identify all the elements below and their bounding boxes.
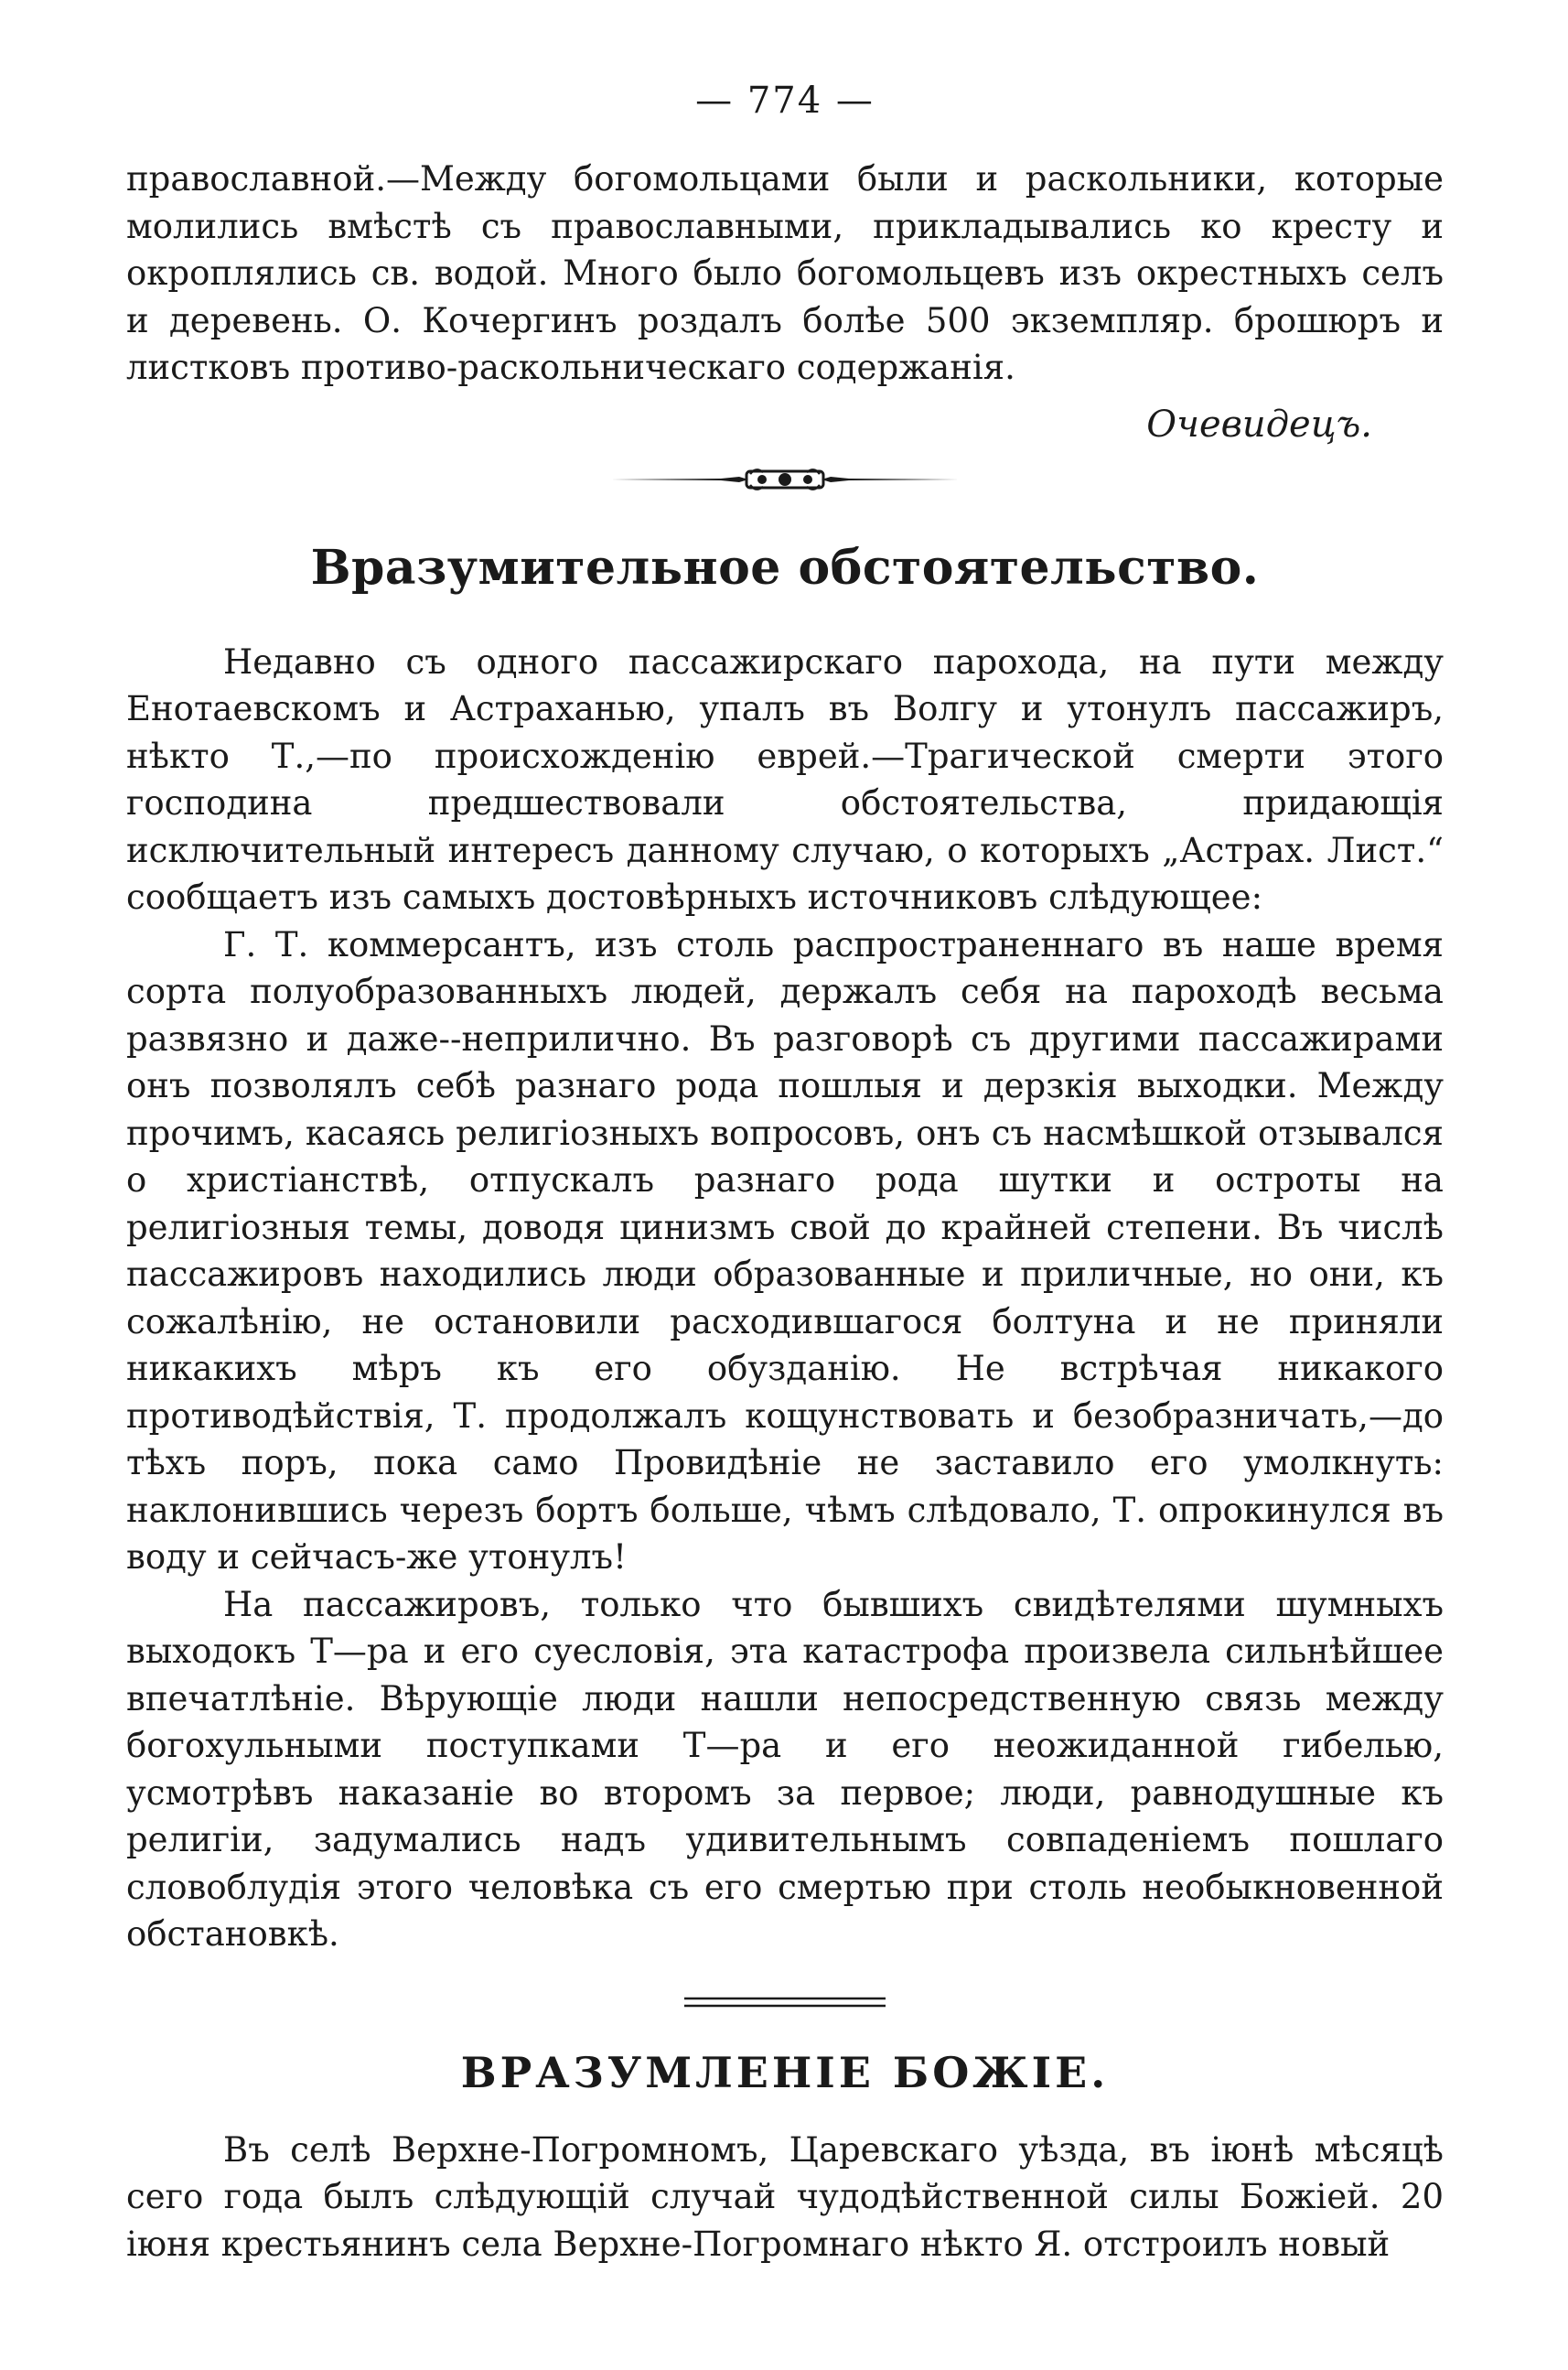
article-paragraph-3: На пассажировъ, только что бывшихъ свидѣтелями шумныхъ выходокъ Т—ра и его суесловія, эта катастрофа произвела сильнѣйшее впечатлѣніе. Вѣрующіе люди нашли непосредственную связь между богохульными поступками Т—ра и его неожиданной гибелью, усмотрѣвъ наказаніе во второмъ за первое; люди, равнодушные къ религіи, задумались надъ удивительнымъ совпаденіемъ пошлаго словоблудія этого человѣка съ его смертью при столь необыкновенной обстановкѣ. (126, 1584, 1444, 1954)
double-rule-icon (684, 1996, 886, 2009)
document-page (126, 77, 1444, 2268)
page-number: — 774 — (695, 80, 875, 122)
article-paragraph-1: Недавно съ одного пассажирскаго парохода, на пути между Енотаевскомъ и Астраханью, упалъ въ Волгу и утонулъ пассажиръ, нѣкто Т.,—по происхожденію еврей.—Трагической смерти этого господина предшествовали обстоятельства, придающія исключительный интересъ данному случаю, о которыхъ „Астрах. Лист.“ сообщаетъ изъ самыхъ достовѣрныхъ источниковъ слѣдующее: (126, 641, 1444, 917)
article-title: Вразумительное обстоятельство. (310, 539, 1260, 596)
double-rule-divider (126, 1984, 1444, 2020)
article-paragraph-2: Г. Т. коммерсантъ, изъ столь распространеннаго въ наше время сорта полуобразованныхъ людей, держалъ себя на пароходѣ весьма развязно и даже--неприлично. Въ разговорѣ съ другими пассажирами онъ позволялъ себѣ разнаго рода пошлыя и дерзкія выходки. Между прочимъ, касаясь религіозныхъ вопросовъ, онъ съ насмѣшкой отзывался о христіанствѣ, отпускалъ разнаго рода шутки и остроты на религіозныя темы, доводя цинизмъ свой до крайней степени. Въ числѣ пассажировъ находились люди образованные и приличные, но они, къ сожалѣнію, не остановили расходившагося болтуна и не приняли никакихъ мѣръ къ его обузданію. Не встрѣчая никакого противодѣйствія, Т. продолжалъ кощунствовать и безобразничать,—до тѣхъ поръ, пока само Провидѣніе не заставило его умолкнуть: наклонившись черезъ бортъ больше, чѣмъ слѣдовало, Т. опрокинулся въ воду и сейчасъ-же утонулъ! (126, 924, 1444, 1577)
ornament-divider (126, 454, 1444, 505)
signature: Очевидецъ. (1146, 403, 1372, 446)
ornament-flourish-icon (611, 461, 959, 498)
intro-paragraph: православной.—Между богомольцами были и раскольники, которые молились вмѣстѣ съ православными, прикладывались ко кресту и окроплялись св. водой. Много было богомольцевъ изъ окрестныхъ селъ и деревень. О. Кочергинъ роздалъ болѣе 500 экземпляр. брошюръ и листковъ противо-раскольническаго содержанія. (126, 159, 1444, 387)
section-title: ВРАЗУМЛЕНІЕ БОЖІЕ. (460, 2047, 1110, 2097)
section-paragraph: Въ селѣ Верхне-Погромномъ, Царевскаго уѣзда, въ іюнѣ мѣсяцѣ сего года былъ слѣдующій случай чудодѣйственной силы Божіей. 20 іюня крестьянинъ села Верхне-Погромнаго нѣкто Я. отстроилъ новый (126, 2129, 1444, 2264)
